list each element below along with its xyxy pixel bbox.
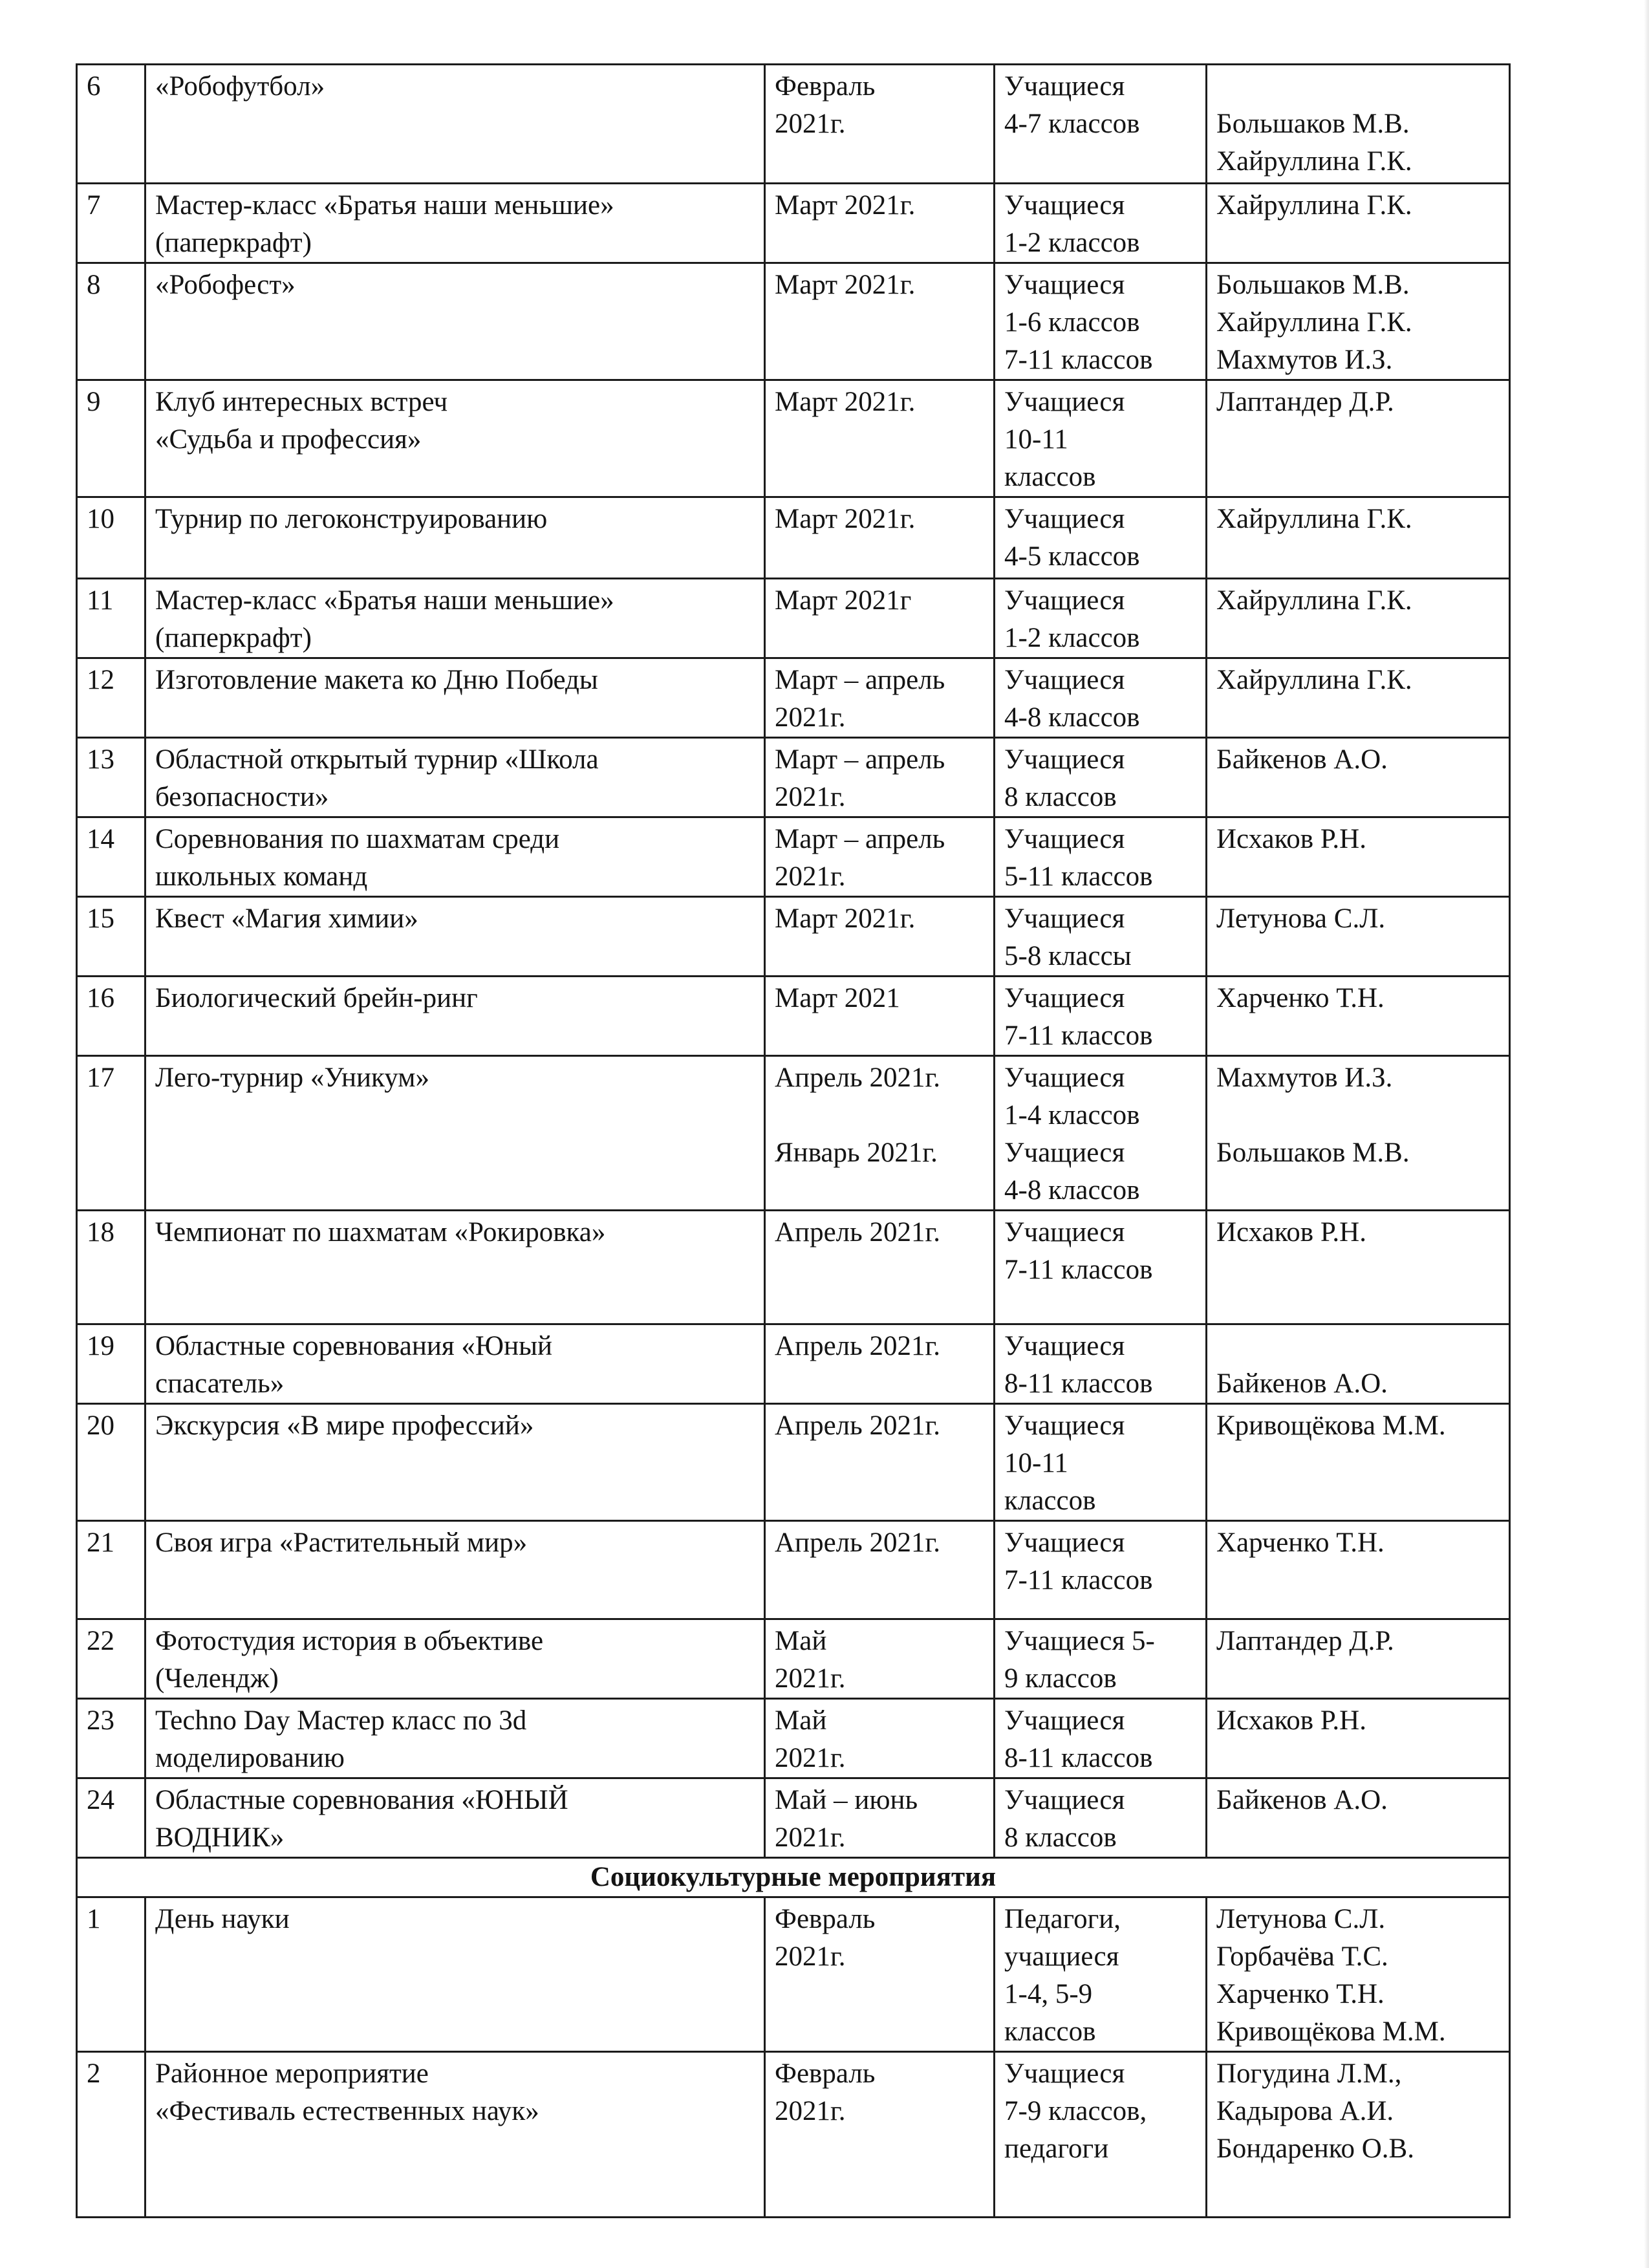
event-name-line: (паперкрафт) [155, 623, 312, 653]
row-number: 8 [77, 263, 146, 380]
table-row [77, 1619, 1510, 1699]
event-date-line: 2021г. [775, 782, 846, 812]
event-date-line: Апрель 2021г. [775, 1331, 941, 1361]
event-responsible-line: Летунова С.Л. [1216, 903, 1386, 934]
event-participants-line: 10-11 [1004, 424, 1068, 455]
event-participants-line: Учащиеся [1004, 504, 1125, 534]
event-participants [995, 1056, 1207, 1211]
event-name-line: «Судьба и профессия» [155, 424, 422, 455]
event-date [765, 579, 995, 658]
table-row [77, 1699, 1510, 1778]
event-name [146, 897, 765, 977]
row-number: 24 [77, 1778, 146, 1858]
row-number: 1 [77, 1897, 146, 2052]
event-date [765, 1404, 995, 1521]
event-name [146, 497, 765, 579]
event-participants-line: Учащиеся [1004, 585, 1125, 616]
event-participants-line: Учащиеся [1004, 387, 1125, 417]
event-date [765, 1056, 995, 1211]
table-row [77, 977, 1510, 1056]
row-number: 13 [77, 738, 146, 817]
event-participants-line: Педагоги, [1004, 1904, 1121, 1934]
row-number: 21 [77, 1521, 146, 1619]
event-participants [995, 1211, 1207, 1324]
table-row [77, 897, 1510, 977]
event-participants-line: Учащиеся [1004, 665, 1125, 695]
event-name-line: Экскурсия «В мире профессий» [155, 1410, 534, 1441]
event-date-line: 2021г. [775, 1743, 846, 1773]
event-responsible-line: Хайруллина Г.К. [1216, 307, 1412, 338]
event-date-line: Март 2021г [775, 585, 912, 616]
event-name [146, 1778, 765, 1858]
event-name [146, 184, 765, 263]
event-responsible-line: Бондаренко О.В. [1216, 2133, 1414, 2164]
event-date-line: Февраль [775, 1904, 876, 1934]
row-number: 19 [77, 1324, 146, 1404]
event-date-line: Январь 2021г. [775, 1138, 938, 1168]
event-name [146, 1056, 765, 1211]
event-responsible [1207, 579, 1510, 658]
event-participants-line: классов [1004, 2016, 1096, 2047]
event-responsible [1207, 1521, 1510, 1619]
events-table [76, 63, 1511, 2218]
event-date [765, 658, 995, 738]
event-name [146, 2052, 765, 2218]
event-responsible [1207, 184, 1510, 263]
event-participants-line: 1-4 классов [1004, 1100, 1140, 1130]
event-name-line: Квест «Магия химии» [155, 903, 418, 934]
event-name [146, 1699, 765, 1778]
event-date [765, 1211, 995, 1324]
event-name [146, 579, 765, 658]
event-date-line: Апрель 2021г. [775, 1217, 941, 1247]
event-name-line: (паперкрафт) [155, 228, 312, 258]
event-date-line: Март – апрель [775, 824, 945, 854]
event-date-line: Апрель 2021г. [775, 1063, 941, 1093]
event-date-line: 2021г. [775, 1941, 846, 1972]
event-name-line: Своя игра «Растительный мир» [155, 1528, 528, 1558]
table-row [77, 65, 1510, 184]
table-row [77, 263, 1510, 380]
table-row [77, 380, 1510, 497]
event-participants-line: учащиеся [1004, 1941, 1119, 1972]
event-date-line: Февраль [775, 71, 876, 102]
event-responsible-line: Харченко Т.Н. [1216, 1528, 1385, 1558]
event-responsible [1207, 380, 1510, 497]
table-row [77, 1521, 1510, 1619]
event-name [146, 263, 765, 380]
event-responsible [1207, 263, 1510, 380]
event-responsible-line: Хайруллина Г.К. [1216, 190, 1412, 221]
event-participants-line: Учащиеся [1004, 2058, 1125, 2089]
event-date [765, 1324, 995, 1404]
event-date [765, 380, 995, 497]
event-name [146, 1897, 765, 2052]
row-number: 15 [77, 897, 146, 977]
table-row [77, 1404, 1510, 1521]
row-number: 11 [77, 579, 146, 658]
event-responsible-line: Исхаков Р.Н. [1216, 824, 1366, 854]
event-participants [995, 380, 1207, 497]
event-participants-line: Учащиеся [1004, 190, 1125, 221]
event-name-line: Районное мероприятие [155, 2058, 429, 2089]
event-participants [995, 1404, 1207, 1521]
table-row [77, 1897, 1510, 2052]
event-participants-line: Учащиеся 5- [1004, 1626, 1155, 1656]
event-name-line: Турнир по легоконструированию [155, 504, 548, 534]
event-name [146, 1521, 765, 1619]
event-responsible-line: Хайруллина Г.К. [1216, 504, 1412, 534]
event-participants-line: 7-11 классов [1004, 1021, 1153, 1051]
event-date-line [775, 1097, 984, 1134]
event-responsible [1207, 1211, 1510, 1324]
event-date-line: Апрель 2021г. [775, 1410, 941, 1441]
event-name [146, 1619, 765, 1699]
table-row [77, 1778, 1510, 1858]
event-participants-line: 1-2 классов [1004, 228, 1140, 258]
event-participants-line: 8 классов [1004, 1822, 1117, 1853]
event-name-line: Областной открытый турнир «Школа [155, 744, 599, 775]
event-responsible-line: Лаптандер Д.Р. [1216, 387, 1394, 417]
event-participants-line: педагоги [1004, 2133, 1109, 2164]
event-participants [995, 817, 1207, 897]
event-participants [995, 579, 1207, 658]
event-name [146, 1404, 765, 1521]
row-number: 14 [77, 817, 146, 897]
event-participants-line: Учащиеся [1004, 71, 1125, 102]
row-number: 22 [77, 1619, 146, 1699]
table-row [77, 1056, 1510, 1211]
event-participants [995, 1897, 1207, 2052]
event-name-line: Фотостудия история в объективе [155, 1626, 544, 1656]
row-number: 9 [77, 380, 146, 497]
event-participants-line: Учащиеся [1004, 744, 1125, 775]
event-responsible [1207, 1897, 1510, 2052]
event-participants-line: 4-8 классов [1004, 702, 1140, 733]
event-responsible [1207, 497, 1510, 579]
row-number: 18 [77, 1211, 146, 1324]
scan-edge [1644, 0, 1649, 2268]
event-name-line: Чемпионат по шахматам «Рокировка» [155, 1217, 606, 1247]
event-date [765, 184, 995, 263]
section-title: Социокультурные мероприятия [77, 1858, 1510, 1897]
event-responsible-line: Хайруллина Г.К. [1216, 146, 1412, 177]
event-participants-line: Учащиеся [1004, 903, 1125, 934]
event-responsible-line: Байкенов А.О. [1216, 744, 1388, 775]
event-responsible-line: Большаков М.В. [1216, 1138, 1410, 1168]
row-number: 16 [77, 977, 146, 1056]
event-responsible-line: Исхаков Р.Н. [1216, 1217, 1366, 1247]
event-date-line: Май – июнь [775, 1785, 918, 1815]
event-participants-line: 7-11 классов [1004, 345, 1153, 375]
event-responsible-line: Хайруллина Г.К. [1216, 665, 1412, 695]
event-responsible-line: Летунова С.Л. [1216, 1904, 1386, 1934]
table-row [77, 2052, 1510, 2218]
row-number: 10 [77, 497, 146, 579]
event-participants-line: Учащиеся [1004, 1063, 1125, 1093]
event-participants-line: 4-7 классов [1004, 109, 1140, 139]
event-name [146, 1324, 765, 1404]
event-participants-line: 8-11 классов [1004, 1368, 1153, 1399]
event-name-line: школьных команд [155, 861, 368, 892]
event-responsible-line: Байкенов А.О. [1216, 1785, 1388, 1815]
event-participants [995, 1619, 1207, 1699]
event-date-line: Март 2021г. [775, 504, 916, 534]
row-number: 20 [77, 1404, 146, 1521]
event-date [765, 2052, 995, 2218]
event-responsible-line: Большаков М.В. [1216, 109, 1410, 139]
row-number: 7 [77, 184, 146, 263]
event-participants-line: 5-8 классы [1004, 941, 1132, 971]
event-participants-line: Учащиеся [1004, 824, 1125, 854]
event-responsible-line: Кривощёкова М.М. [1216, 2016, 1446, 2047]
event-name-line: ВОДНИК» [155, 1822, 285, 1853]
event-responsible [1207, 817, 1510, 897]
event-participants [995, 1778, 1207, 1858]
table-row [77, 579, 1510, 658]
event-participants-line: классов [1004, 462, 1096, 492]
event-participants-line: 4-5 классов [1004, 541, 1140, 572]
event-name-line: «Робофутбол» [155, 71, 325, 102]
section-header-row [77, 1858, 1510, 1897]
event-participants-line: 7-11 классов [1004, 1565, 1153, 1595]
event-date [765, 497, 995, 579]
event-responsible-line: Махмутов И.З. [1216, 1063, 1393, 1093]
event-name-line: Областные соревнования «Юный [155, 1331, 552, 1361]
event-participants [995, 1324, 1207, 1404]
event-date [765, 1699, 995, 1778]
event-participants-line: классов [1004, 1485, 1096, 1516]
event-name-line: Мастер-класс «Братья наши меньшие» [155, 190, 614, 221]
event-date [765, 1521, 995, 1619]
event-participants-line: Учащиеся [1004, 1217, 1125, 1247]
table-row [77, 817, 1510, 897]
event-participants-line: 5-11 классов [1004, 861, 1153, 892]
event-participants [995, 2052, 1207, 2218]
event-name [146, 977, 765, 1056]
event-participants-line: 7-9 классов, [1004, 2096, 1147, 2126]
event-name-line: Биологический брейн-ринг [155, 983, 478, 1013]
event-name-line: моделированию [155, 1743, 345, 1773]
event-participants-line: 4-8 классов [1004, 1175, 1140, 1205]
event-responsible [1207, 897, 1510, 977]
event-participants-line: Учащиеся [1004, 1705, 1125, 1736]
event-date [765, 65, 995, 184]
event-responsible [1207, 658, 1510, 738]
event-date [765, 977, 995, 1056]
event-responsible [1207, 1699, 1510, 1778]
event-responsible-line [1216, 1097, 1500, 1134]
event-responsible-line [1216, 68, 1500, 105]
event-participants-line: Учащиеся [1004, 1785, 1125, 1815]
event-participants-line: Учащиеся [1004, 1410, 1125, 1441]
event-responsible-line: Горбачёва Т.С. [1216, 1941, 1388, 1972]
event-date-line: Май [775, 1626, 827, 1656]
row-number: 12 [77, 658, 146, 738]
event-responsible [1207, 1619, 1510, 1699]
event-participants-line: 1-6 классов [1004, 307, 1140, 338]
event-participants [995, 1699, 1207, 1778]
event-date-line: Март 2021г. [775, 190, 916, 221]
event-participants [995, 738, 1207, 817]
event-responsible-line: Махмутов И.З. [1216, 345, 1393, 375]
event-name [146, 1211, 765, 1324]
event-date [765, 1619, 995, 1699]
event-date [765, 1897, 995, 2052]
event-responsible-line [1216, 1328, 1500, 1365]
event-responsible [1207, 1056, 1510, 1211]
event-participants [995, 658, 1207, 738]
event-participants [995, 497, 1207, 579]
event-name-line: Лего-турнир «Уникум» [155, 1063, 429, 1093]
event-date-line: Март – апрель [775, 744, 945, 775]
event-name-line: безопасности» [155, 782, 329, 812]
event-responsible [1207, 738, 1510, 817]
event-responsible-line: Погудина Л.М., [1216, 2058, 1402, 2089]
table-row [77, 738, 1510, 817]
event-date-line: Март 2021г. [775, 270, 916, 300]
event-date-line: 2021г. [775, 1663, 846, 1694]
event-date-line: 2021г. [775, 861, 846, 892]
event-name-line: «Фестиваль естественных наук» [155, 2096, 539, 2126]
event-name-line: Клуб интересных встреч [155, 387, 448, 417]
event-participants-line: Учащиеся [1004, 1331, 1125, 1361]
table-row [77, 184, 1510, 263]
event-responsible [1207, 1778, 1510, 1858]
events-table-body [77, 65, 1510, 1858]
event-participants [995, 977, 1207, 1056]
row-number: 23 [77, 1699, 146, 1778]
event-participants [995, 263, 1207, 380]
event-date-line: 2021г. [775, 109, 846, 139]
event-participants-line: 1-4, 5-9 [1004, 1979, 1093, 2009]
event-date [765, 897, 995, 977]
section-table-body [77, 1858, 1510, 2218]
event-name-line: Мастер-класс «Братья наши меньшие» [155, 585, 614, 616]
event-name [146, 817, 765, 897]
event-date [765, 263, 995, 380]
event-participants-line: Учащиеся [1004, 1138, 1125, 1168]
event-responsible [1207, 2052, 1510, 2218]
event-name [146, 65, 765, 184]
event-date-line: 2021г. [775, 1822, 846, 1853]
event-responsible-line: Харченко Т.Н. [1216, 983, 1385, 1013]
event-name-line: День науки [155, 1904, 290, 1934]
event-participants-line: 7-11 классов [1004, 1255, 1153, 1285]
event-name-line: Изготовление макета ко Дню Победы [155, 665, 598, 695]
table-row [77, 1324, 1510, 1404]
event-responsible-line: Байкенов А.О. [1216, 1368, 1388, 1399]
event-participants [995, 184, 1207, 263]
event-name [146, 738, 765, 817]
event-responsible-line: Лаптандер Д.Р. [1216, 1626, 1394, 1656]
event-name-line: Techno Day Мастер класс по 3d [155, 1705, 527, 1736]
row-number: 2 [77, 2052, 146, 2218]
event-date-line: 2021г. [775, 702, 846, 733]
event-date-line: Март 2021г. [775, 903, 916, 934]
event-responsible [1207, 65, 1510, 184]
event-date-line: Февраль [775, 2058, 876, 2089]
event-participants-line: Учащиеся [1004, 1528, 1125, 1558]
event-responsible [1207, 1324, 1510, 1404]
event-participants-line: 8 классов [1004, 782, 1117, 812]
event-date [765, 738, 995, 817]
event-date-line: Апрель 2021г. [775, 1528, 941, 1558]
row-number: 6 [77, 65, 146, 184]
table-row [77, 497, 1510, 579]
event-date-line: Март – апрель [775, 665, 945, 695]
event-name-line: (Челендж) [155, 1663, 279, 1694]
event-participants [995, 65, 1207, 184]
event-responsible-line: Кадырова А.И. [1216, 2096, 1394, 2126]
event-responsible-line: Исхаков Р.Н. [1216, 1705, 1366, 1736]
event-date-line: Март 2021 [775, 983, 900, 1013]
event-responsible-line: Большаков М.В. [1216, 270, 1410, 300]
event-participants-line: 10-11 [1004, 1448, 1068, 1478]
event-name-line: «Робофест» [155, 270, 296, 300]
event-date [765, 1778, 995, 1858]
event-participants [995, 1521, 1207, 1619]
event-participants-line: 9 классов [1004, 1663, 1117, 1694]
event-name-line: Областные соревнования «ЮНЫЙ [155, 1785, 568, 1815]
event-name-line: Соревнования по шахматам среди [155, 824, 560, 854]
event-name [146, 380, 765, 497]
event-responsible [1207, 977, 1510, 1056]
event-date-line: 2021г. [775, 2096, 846, 2126]
event-participants-line: Учащиеся [1004, 983, 1125, 1013]
event-date-line: Март 2021г. [775, 387, 916, 417]
table-row [77, 658, 1510, 738]
event-responsible-line: Хайруллина Г.К. [1216, 585, 1412, 616]
event-participants-line: Учащиеся [1004, 270, 1125, 300]
event-participants [995, 897, 1207, 977]
event-participants-line: 8-11 классов [1004, 1743, 1153, 1773]
event-responsible [1207, 1404, 1510, 1521]
event-date-line: Май [775, 1705, 827, 1736]
event-participants-line: 1-2 классов [1004, 623, 1140, 653]
event-responsible-line: Кривощёкова М.М. [1216, 1410, 1446, 1441]
row-number: 17 [77, 1056, 146, 1211]
event-date [765, 817, 995, 897]
event-name [146, 658, 765, 738]
event-name-line: спасатель» [155, 1368, 285, 1399]
table-row [77, 1211, 1510, 1324]
event-responsible-line: Харченко Т.Н. [1216, 1979, 1385, 2009]
